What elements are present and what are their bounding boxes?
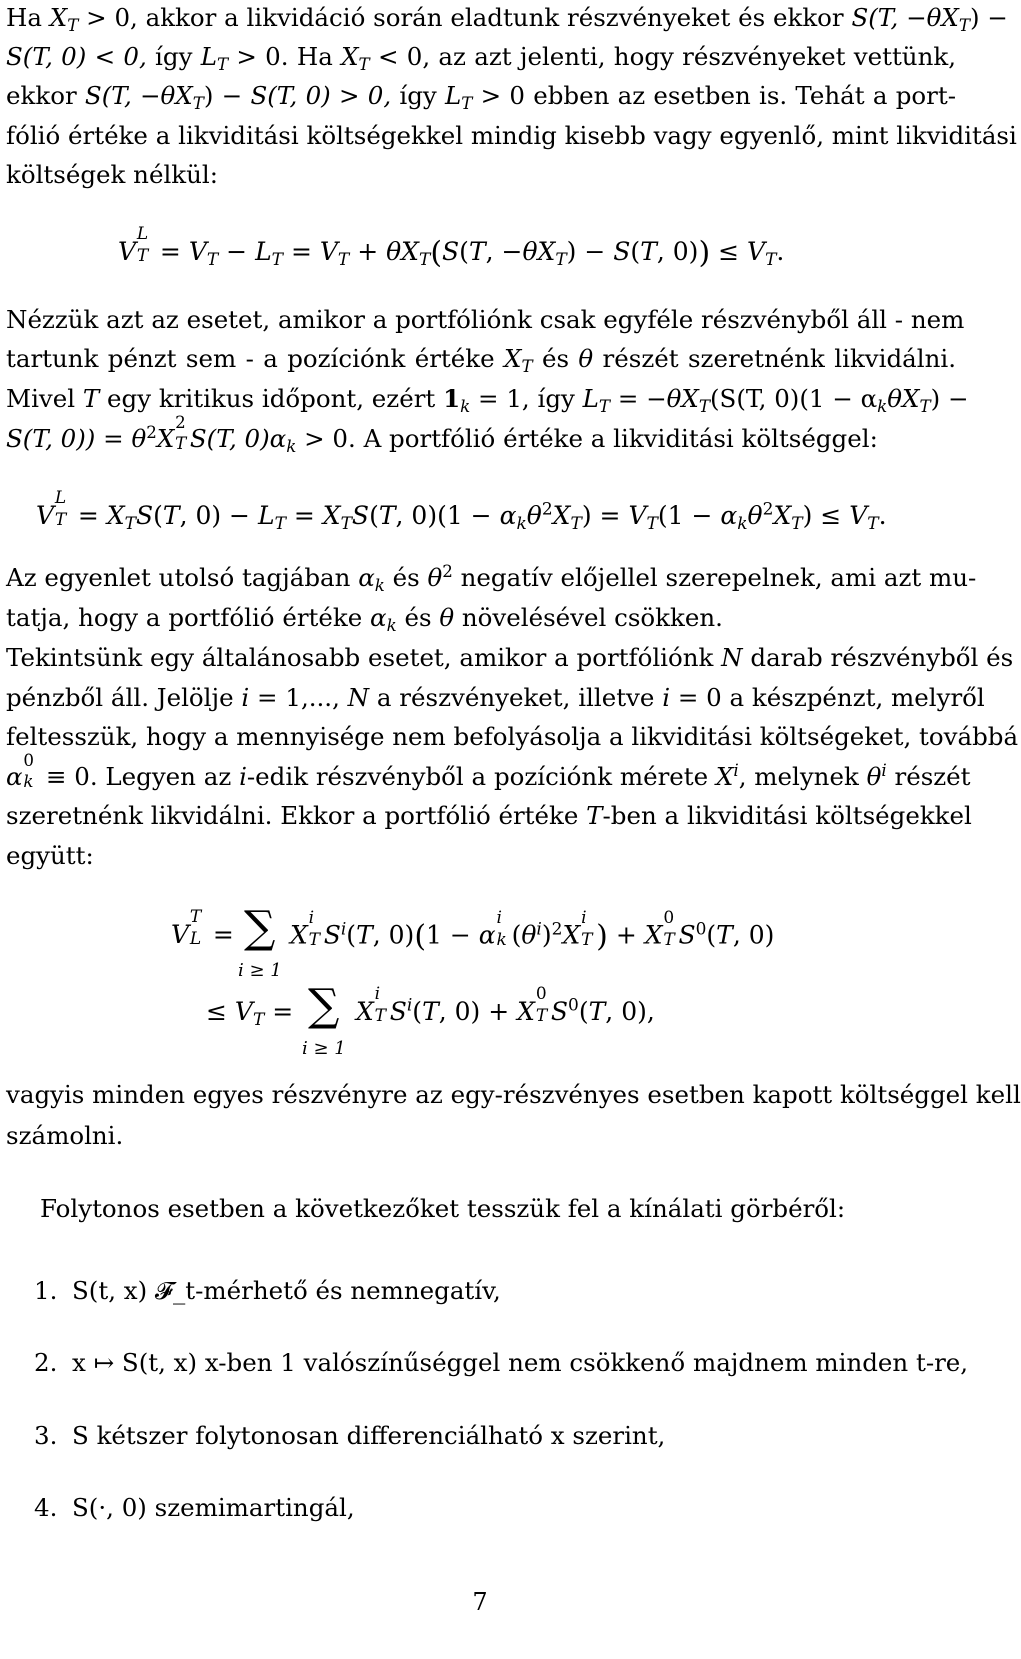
sum-symbol: ∑ (308, 980, 340, 1031)
text-line: S(T, $0)) = \theta^2X$ 2 T S(T, $0)\alpha_k > 0$. A portfólió értéke a likviditási költséggel: (6, 412, 878, 456)
text-line: Mivel T egy kritikus időpont, ezért $1_k = 1$, így $L_T = -\theta X_T(S(T$, $0)(1 - \alpha_k\theta X_T)$ − (6, 384, 969, 416)
list-item: 3. S kétszer folytonosan differenciálható x szerint, (34, 1421, 666, 1450)
list-item: 2. x ↦ S(t, x) x-ben 1 valószínűséggel nem csökkenő majdnem minden t-re, (34, 1348, 969, 1377)
equation-1-rendered: V L T = $V_T - L_T = V_T + \theta X_T(S(T$, $-\theta X_T) - S(T$, $0)) \le V_T$. (118, 223, 785, 270)
equation-3-row-1-rhs: X i T $S^i(T$, 0)(1 − α i k $(\theta^i)^2X$ i T ) + X 0 T $S^0(T$, 0) (290, 907, 775, 954)
text-line: vagyis minden egyes részvényre az egy-részvényes esetben kapott költséggel kell (6, 1080, 1021, 1109)
page-number: 7 (472, 1588, 488, 1616)
text-line: együtt: (6, 841, 94, 870)
sum-symbol: ∑ (244, 902, 276, 953)
equation-3-row-2-lhs: ≤ $V_T$ = (206, 997, 294, 1031)
list-item: 4. S(·, 0) szemimartingál, (34, 1493, 355, 1522)
text-line: Ha $X_T > 0$, akkor a likvidáció során eladtunk részvényeket és ekkor S(T, $-\theta X_T$) − (6, 3, 1008, 35)
text-line: Tekintsünk egy általánosabb esetet, amikor a portfóliónk N darab részvényből és (6, 643, 1014, 672)
equation-2-rendered: V L T = $X_TS(T$, $0) - L_T = X_TS(T$, $0)(1 - \alpha_k\theta^2X_T) = V_T(1 - \alpha_k\theta^2X_T) \le V_T$. (36, 488, 887, 535)
equation-3-row-1-lhs: V T L = (171, 907, 234, 950)
text-line: α 0 k ≡ 0. Legyen az i-edik részvényből a pozíciónk mérete $X^i$, melynek $\theta^i$ részét (6, 750, 971, 792)
equation-1 (118, 223, 785, 270)
text-line: Nézzük azt az esetet, amikor a portfóliónk csak egyféle részvényből áll - nem (6, 305, 965, 334)
equation-3-row-2-rhs: X i T $S^i(T$, 0) + X 0 T $S^0(T$, 0), (356, 984, 655, 1027)
text-line: pénzből áll. Jelölje i = 1,..., N a részvényeket, illetve i = 0 a készpénzt, melyről (6, 683, 985, 712)
text-line: fólió értéke a likviditási költségekkel mindig kisebb vagy egyenlő, mint likviditási (6, 121, 1017, 150)
equation-2 (36, 488, 887, 535)
text-line: számolni. (6, 1121, 124, 1150)
text-line: Folytonos esetben a következőket tesszük fel a kínálati görbéről: (40, 1194, 846, 1223)
list-item: 1. S(t, x) 𝓕_t-mérhető és nemnegatív, (34, 1276, 501, 1305)
sum-limit: i ≥ 1 (238, 960, 282, 981)
sum-limit: i ≥ 1 (302, 1038, 346, 1059)
text-line: tartunk pénzt sem - a pozíciónk értéke $X_T$ és θ részét szeretnénk likvidálni. (6, 344, 957, 376)
text-line: S(T, 0) < 0, így $L_T > 0$. Ha $X_T < 0$, az azt jelenti, hogy részvényeket vettünk, (6, 42, 956, 74)
text-line: tatja, hogy a portfólió értéke $\alpha_k$ és θ növelésével csökken. (6, 603, 723, 635)
text-line: költségek nélkül: (6, 160, 218, 189)
text-line: feltesszük, hogy a mennyisége nem befolyásolja a likviditási költségeket, továbbá (6, 722, 1019, 751)
text-line: Az egyenlet utolsó tagjában $\alpha_k$ és $\theta^2$ negatív előjellel szerepelnek, ami azt mu- (6, 561, 977, 595)
text-line: ekkor S(T, $-\theta X_T) - S(T$, 0) > 0, így $L_T > 0$ ebben az esetben is. Tehát a port- (6, 81, 956, 113)
text-line: szeretnénk likvidálni. Ekkor a portfólió értéke T-ben a likviditási költségekkel (6, 801, 972, 830)
